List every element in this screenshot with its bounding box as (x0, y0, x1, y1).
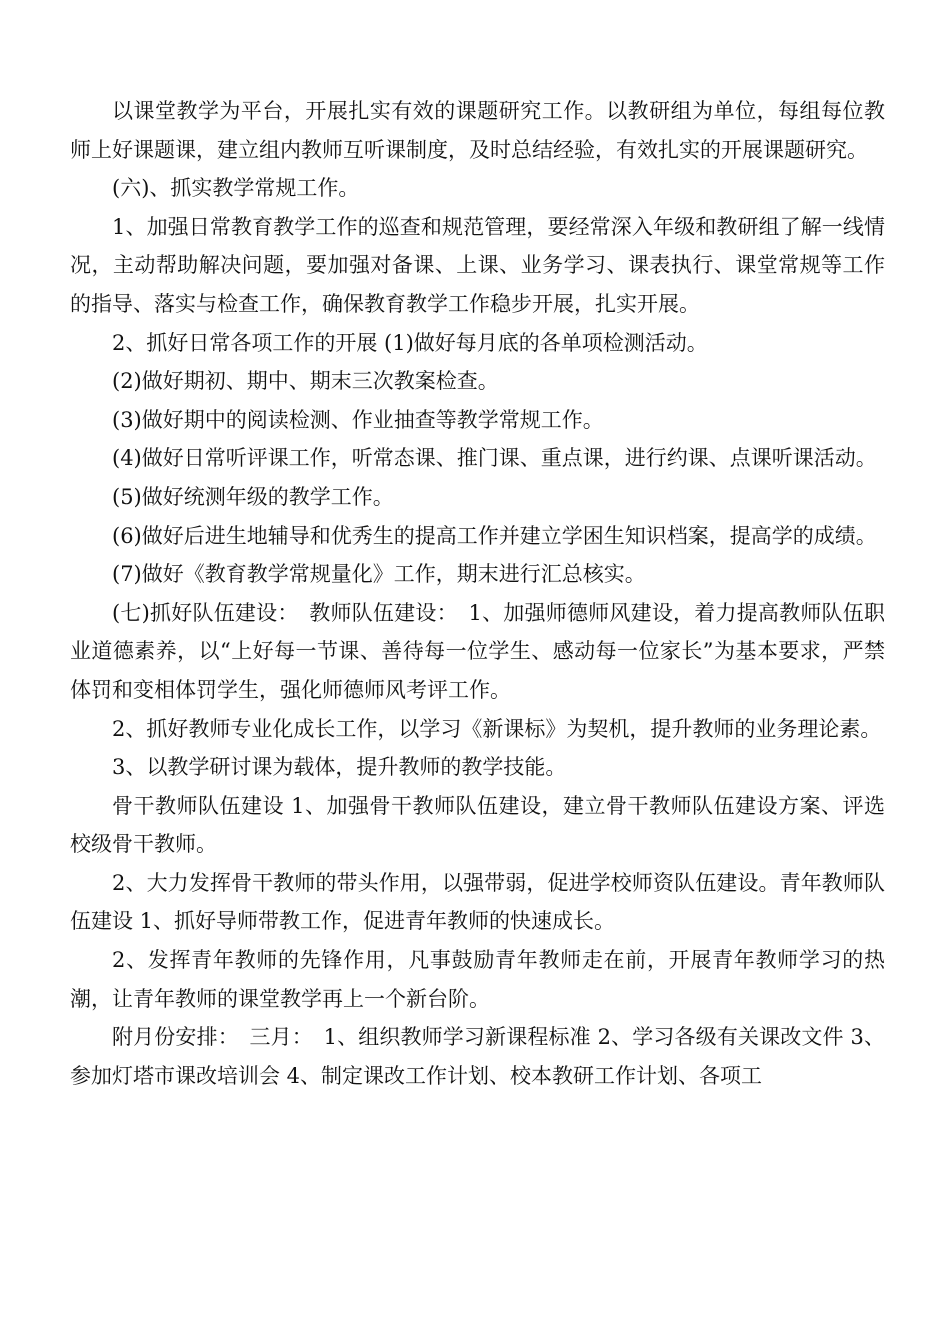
paragraph-item-4: (4)做好日常听评课工作，听常态课、推门课、重点课，进行约课、点课听课活动。 (112, 446, 877, 471)
paragraph-pioneer-role: 2、发挥青年教师的先锋作用，凡事鼓励青年教师走在前，开展青年教师学习的热潮，让青年教师的课堂教学再上一个新台阶。 (70, 948, 885, 1011)
paragraph-backbone-teachers: 骨干教师队伍建设 1、加强骨干教师队伍建设，建立骨干教师队伍建设方案、评选校级骨干教师。 (70, 793, 885, 857)
paragraph-teaching-skills: 3、以教学研讨课为载体，提升教师的教学技能。 (112, 755, 567, 780)
document-body (70, 92, 885, 1095)
paragraph-daily-tasks: 2、抓好日常各项工作的开展 (1)做好每月底的各单项检测活动。 (112, 330, 708, 355)
paragraph-inspection: 1、加强日常教育教学工作的巡查和规范管理，要经常深入年级和教研组了解一线情况，主动帮助解决问题，要加强对备课、上课、业务学习、课表执行、课堂常规等工作的指导、落实与检查工作，确保教育教学工作稳步开展，扎实开展。 (70, 214, 885, 316)
heading-team-building: (七)抓好队伍建设： 教师队伍建设： 1、加强师德师风建设，着力提高教师队伍职业道德素养，以“上好每一节课、善待每一位学生、感动每一位家长”为基本要求，严禁体罚和变相体罚学生，强化师德师风考评工作。 (70, 600, 885, 702)
paragraph-young-teachers: 2、大力发挥骨干教师的带头作用，以强带弱，促进学校师资队伍建设。青年教师队伍建设 1、抓好导师带教工作，促进青年教师的快速成长。 (70, 870, 885, 934)
paragraph-item-2: (2)做好期初、期中、期末三次教案检查。 (112, 369, 499, 394)
paragraph-item-7: (7)做好《教育教学常规量化》工作，期末进行汇总核实。 (112, 562, 646, 587)
paragraph-item-5: (5)做好统测年级的教学工作。 (112, 484, 394, 509)
paragraph-item-3: (3)做好期中的阅读检测、作业抽查等教学常规工作。 (112, 407, 604, 432)
heading-routine-work: (六)、抓实教学常规工作。 (112, 176, 360, 201)
paragraph-professional-growth: 2、抓好教师专业化成长工作，以学习《新课标》为契机，提升教师的业务理论素。 (112, 716, 882, 741)
paragraph-monthly-schedule: 附月份安排： 三月： 1、组织教师学习新课程标准 2、学习各级有关课改文件 3、参加灯塔市课改培训会 4、制定课改工作计划、校本教研工作计划、各项工 (70, 1025, 885, 1088)
paragraph-item-6: (6)做好后进生地辅导和优秀生的提高工作并建立学困生知识档案，提高学的成绩。 (112, 523, 877, 548)
paragraph-research-work: 以课堂教学为平台，开展扎实有效的课题研究工作。以教研组为单位，每组每位教师上好课题课，建立组内教师互听课制度，及时总结经验，有效扎实的开展课题研究。 (70, 99, 885, 162)
